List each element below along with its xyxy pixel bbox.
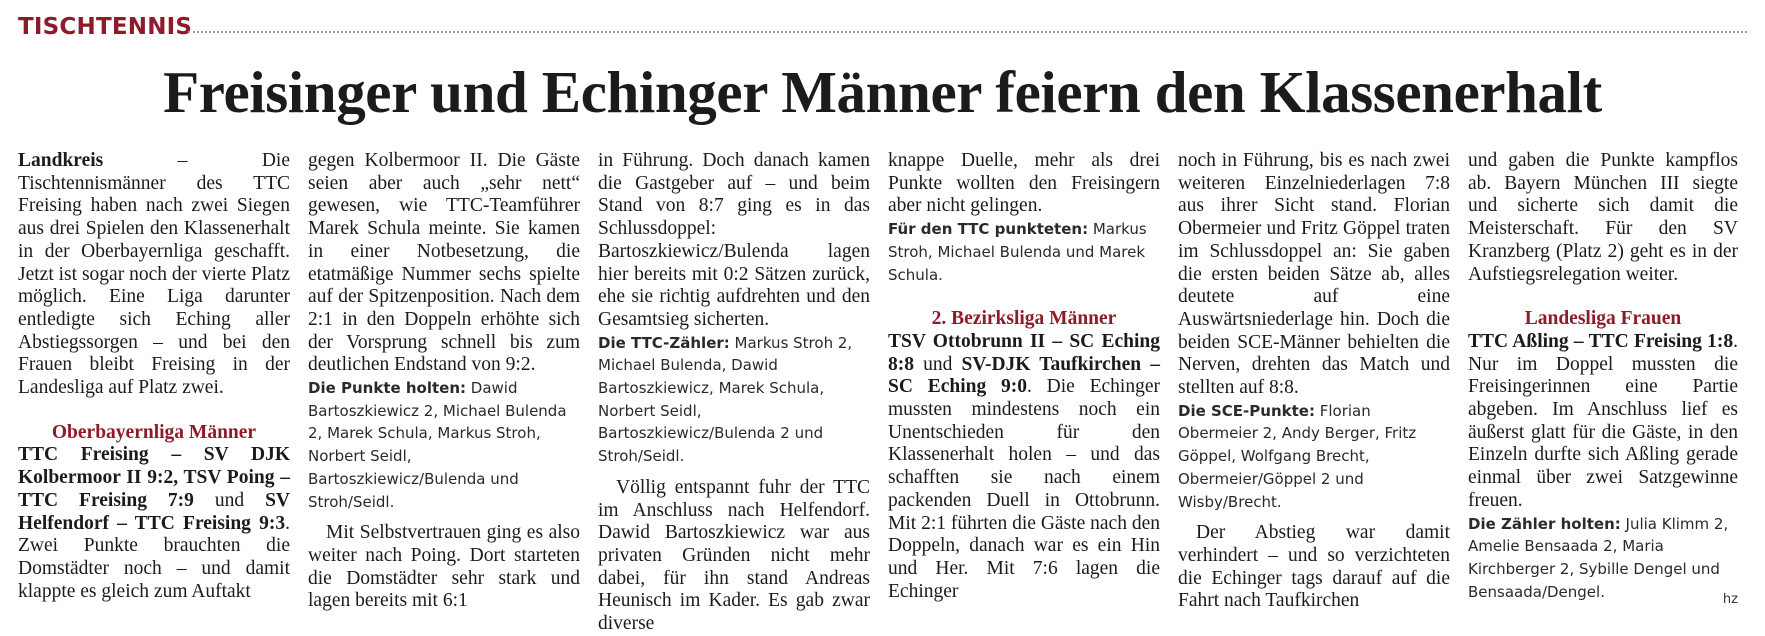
article-column-6	[1468, 150, 1738, 607]
headline: Freisinger und Echinger Männer feiern den Klassenerhalt	[163, 59, 1602, 125]
scorers-credit: Die Punkte holten: Dawid Bartoszkiewicz 2, Michael Bulenda 2, Marek Schula, Markus Stroh, Norbert Seidl, Bartoszkiewicz/Bulenda und Stroh/Seidl.	[308, 379, 567, 511]
body-paragraph: gegen Kolbermoor II. Die Gäste seien aber auch „sehr nett“ gewesen, wie TTC-Teamführer Marek Schula meinte. Sie kamen in einer Notbesetzung, die etatmäßige Nummer sechs spielte auf der Spitzenposition. Nach dem 2:1 in den Doppeln erhöhte sich der Vorsprung schnell bis zum deutlichen Endstand von 9:2.	[308, 150, 580, 376]
section-heading: Landesliga Frauen	[1524, 308, 1682, 330]
section-heading: Oberbayernliga Männer	[51, 421, 257, 443]
match-result: TSV Ottobrunn II – SC Eching 8:8	[888, 330, 1160, 375]
article-column-4	[888, 150, 1160, 603]
match-result: SV-DJK Taufkirchen – SC Eching 9:0	[888, 353, 1160, 398]
match-result: SV Helfendorf – TTC Freising 9:3	[18, 489, 291, 534]
match-result: TTC Aßling – TTC Freising 1:8	[1468, 330, 1734, 352]
result-paragraph: TTC Freising – SV DJK Kolbermoor II 9:2, TSV Poing – TTC Freising 7:9 und SV Helfendorf – TTC Freising 9:3. Zwei Punkte brauchten die Domstädter noch – und damit klappte es gleich zum Auftakt	[18, 444, 291, 602]
result-paragraph: TTC Aßling – TTC Freising 1:8. Nur im Doppel mussten die Freisingerinnen eine Partie abgeben. Im Anschluss lief es äußerst glatt für die Gäste, in den Einzeln durfte sich Aßling gerade einmal über zwei Satzgewinne freuen.	[1468, 330, 1738, 511]
article-column-5	[1178, 150, 1450, 613]
article-column-3	[598, 150, 870, 636]
scorers-credit: Für den TTC punkteten: Markus Stroh, Michael Bulenda und Marek Schula.	[888, 220, 1147, 284]
dateline: Landkreis	[18, 150, 104, 171]
body-paragraph: Der Abstieg war damit verhindert – und so verzichteten die Echinger tags darauf auf die Fahrt nach Taufkirchen	[1178, 522, 1450, 612]
intro-paragraph: Landkreis – Die Tischtennismänner des TTC Freising haben nach zwei Siegen aus drei Spielen den Klassenerhalt in der Oberbayernliga geschafft. Jetzt ist sogar noch der vierte Platz möglich. Eine Liga darunter entledigte sich Eching aller Abstiegssorgen – und bei den Frauen bleibt Freising in der Landesliga auf Platz zwei.	[18, 150, 290, 399]
result-paragraph: TSV Ottobrunn II – SC Eching 8:8 und SV-DJK Taufkirchen – SC Eching 9:0. Die Echinger mussten mindestens noch ein Unentschieden für den Klassenerhalt holen – und das schafften sie nach einem packenden Duell in Ottobrunn. Mit 2:1 führten die Gäste nach den Doppeln, danach war es ein Hin und Her. Mit 7:6 lagen die Echinger	[888, 330, 1160, 602]
section-heading: 2. Bezirksliga Männer	[931, 308, 1117, 330]
body-paragraph: in Führung. Doch danach kamen die Gastgeber auf – und beim Stand von 8:7 ging es in das Schlussdoppel: Bartoszkiewicz/Bulenda lagen hier bereits mit 0:2 Sätzen zurück, ehe sie richtig aufdrehten und den Gesamtsieg sicherten.	[598, 150, 870, 330]
article-column-1	[18, 150, 290, 603]
rubric-divider	[188, 31, 1747, 33]
section-rubric: TISCHTENNIS	[18, 14, 193, 40]
article-column-2	[308, 150, 580, 613]
author-signature: hz	[1722, 592, 1738, 608]
body-paragraph: Mit Selbstvertrauen ging es also weiter nach Poing. Dort starteten die Domstädter sehr stark und lagen bereits mit 6:1	[308, 522, 580, 612]
scorers-credit: Die SCE-Punkte: Florian Obermeier 2, Andy Berger, Fritz Göppel, Wolfgang Brecht, Obermeier/Göppel 2 und Wisby/Brecht.	[1178, 401, 1417, 511]
scorers-credit: Die TTC-Zähler: Markus Stroh 2, Michael Bulenda, Dawid Bartoszkiewicz, Marek Schula, Norbert Seidl, Bartoszkiewicz/Bulenda 2 und Stroh/Seidl.	[598, 333, 853, 466]
body-paragraph: noch in Führung, bis es nach zwei weiteren Einzelniederlagen 7:8 aus ihrer Sicht stand. Florian Obermeier und Fritz Göppel traten im Schlussdoppel an: Sie gaben die ersten beiden Sätze ab, alles deutete auf eine Auswärtsniederlage hin. Doch die beiden SCE-Männer behielten die Nerven, drehten das Match und stellten auf 8:8.	[1178, 150, 1450, 399]
body-paragraph: knappe Duelle, mehr als drei Punkte wollten den Freisingern aber nicht gelingen.	[888, 150, 1160, 217]
body-paragraph: und gaben die Punkte kampflos ab. Bayern München III siegte und sicherte sich damit die Meisterschaft. Für den SV Kranzberg (Platz 2) geht es in der Aufstiegsrelegation weiter.	[1468, 150, 1738, 285]
scorers-credit: Die Zähler holten: Julia Klimm 2, Amelie Bensaada 2, Maria Kirchberger 2, Sybille Dengel und Bensaada/Dengel.	[1468, 514, 1729, 601]
match-results: TTC Freising – SV DJK Kolbermoor II 9:2, TSV Poing – TTC Freising 7:9	[18, 444, 290, 511]
body-paragraph: Völlig entspannt fuhr der TTC im Anschluss nach Helfendorf. Dawid Bartoszkiewicz war aus privaten Gründen nicht mehr dabei, für ihn stand Andreas Heunisch im Kader. Es gab zwar diverse	[598, 476, 870, 635]
